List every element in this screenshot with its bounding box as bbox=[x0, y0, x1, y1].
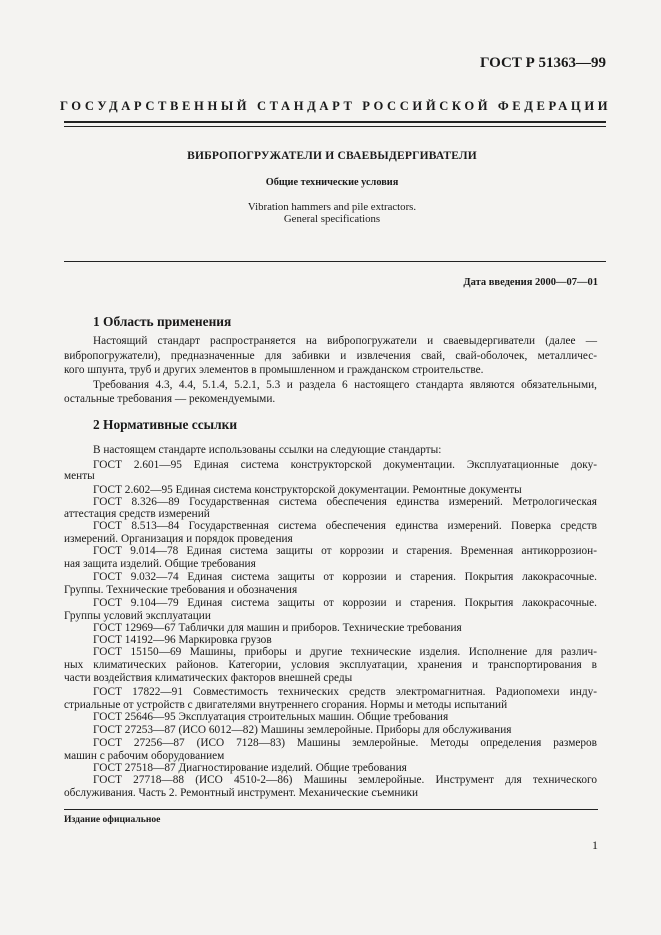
header-rule-thin bbox=[64, 126, 606, 127]
effective-date: Дата введения 2000—07—01 bbox=[463, 277, 598, 288]
section-2-line: ГОСТ 25646—95 Эксплуатация строительных машин. Общие требования bbox=[93, 711, 449, 723]
document-title: ВИБРОПОГРУЖАТЕЛИ И СВАЕВЫДЕРГИВАТЕЛИ bbox=[187, 150, 477, 162]
section-2-line: измерений. Организация и порядок проведения bbox=[64, 533, 293, 545]
english-title-line-2: General specifications bbox=[283, 213, 381, 225]
section-2-line: Группы. Технические требования и обозначения bbox=[64, 584, 298, 596]
official-edition-note: Издание официальное bbox=[64, 814, 161, 825]
section-1-line: вибропогружатели), предназначенные для забивки и извлечения свай, свай-оболочек, металличес- bbox=[64, 350, 597, 362]
section-2-line: ная защита изделий. Общие требования bbox=[64, 558, 256, 570]
title-rule bbox=[64, 261, 606, 262]
section-2-line: ГОСТ 8.326—89 Государственная система обеспечения единства измерений. Метрологическая bbox=[93, 496, 597, 508]
section-2-line: ГОСТ 27518—87 Диагностирование изделий. Общие требования bbox=[93, 762, 407, 774]
section-2-line: ГОСТ 8.513—84 Государственная система обеспечения единства измерений. Поверка средств bbox=[93, 520, 597, 532]
section-1-line: Требования 4.3, 4.4, 5.1.4, 5.2.1, 5.3 и раздела 6 настоящего стандарта являются обязательными, bbox=[93, 379, 597, 391]
section-2-line: обслуживания. Часть 2. Ремонтный инструмент. Механические съемники bbox=[64, 787, 419, 799]
section-2-line: ГОСТ 27256—87 (ИСО 7128—83) Машины землеройные. Методы определения размеров bbox=[93, 737, 597, 749]
section-2-line: Группы условий эксплуатации bbox=[64, 610, 211, 622]
footer-rule bbox=[64, 809, 598, 810]
section-1-line: остальные требования — рекомендуемыми. bbox=[64, 393, 276, 405]
section-2-line: ГОСТ 14192—96 Маркировка грузов bbox=[93, 634, 272, 646]
section-2-line: части воздействия климатических факторов внешней среды bbox=[64, 672, 353, 684]
section-2-line: менты bbox=[64, 470, 95, 482]
document-subtitle: Общие технические условия bbox=[265, 177, 399, 188]
section-2-line: ГОСТ 9.104—79 Единая система защиты от коррозии и старения. Покрытия лакокрасочные. bbox=[93, 597, 597, 609]
state-standard-title: ГОСУДАРСТВЕННЫЙ СТАНДАРТ РОССИЙСКОЙ ФЕДЕРАЦИИ bbox=[60, 99, 612, 113]
section-2-line: ГОСТ 9.032—74 Единая система защиты от коррозии и старения. Покрытия лакокрасочные. bbox=[93, 571, 597, 583]
section-2-line: ГОСТ 2.602—95 Единая система конструкторской документации. Ремонтные документы bbox=[93, 484, 522, 496]
section-2-line: стриальные от устройств с двигателями внутреннего сгорания. Нормы и методы испытаний bbox=[64, 699, 508, 711]
section-2-line: ГОСТ 12969—67 Таблички для машин и приборов. Технические требования bbox=[93, 622, 462, 634]
section-1-heading: 1 Область применения bbox=[93, 314, 232, 329]
section-1-line: кого шпунта, труб и других элементов в промышленном и гражданском строительстве. bbox=[64, 364, 484, 376]
section-2-line: ГОСТ 27718—88 (ИСО 4510-2—86) Машины землеройные. Инструмент для технического bbox=[93, 774, 597, 786]
header-rule-thick bbox=[64, 121, 606, 123]
section-1-line: Настоящий стандарт распространяется на вибропогружатели и сваевыдергиватели (далее — bbox=[93, 335, 597, 347]
page-number: 1 bbox=[592, 838, 598, 852]
section-2-line: ГОСТ 27253—87 (ИСО 6012—82) Машины землеройные. Приборы для обслуживания bbox=[93, 724, 512, 736]
english-title-line-1: Vibration hammers and pile extractors. bbox=[247, 201, 417, 213]
standard-code: ГОСТ Р 51363—99 bbox=[479, 55, 606, 71]
section-2-line: В настоящем стандарте использованы ссылки на следующие стандарты: bbox=[93, 444, 442, 456]
section-2-line: аттестация средств измерений bbox=[64, 508, 210, 520]
section-2-line: ГОСТ 15150—69 Машины, приборы и другие технические изделия. Исполнение для различ- bbox=[93, 646, 597, 658]
section-2-line: ГОСТ 9.014—78 Единая система защиты от коррозии и старения. Временная антикоррозион- bbox=[93, 545, 597, 557]
section-2-line: ГОСТ 2.601—95 Единая система конструкторской документации. Эксплуатационные доку- bbox=[93, 459, 597, 471]
section-2-heading: 2 Нормативные ссылки bbox=[93, 417, 238, 432]
section-2-line: ных климатических районов. Категории, условия эксплуатации, хранения и транспортирования в bbox=[64, 659, 597, 671]
section-2-line: ГОСТ 17822—91 Совместимость технических средств электромагнитная. Радиопомехи инду- bbox=[93, 686, 597, 698]
section-2-line: машин с рабочим оборудованием bbox=[64, 750, 225, 762]
